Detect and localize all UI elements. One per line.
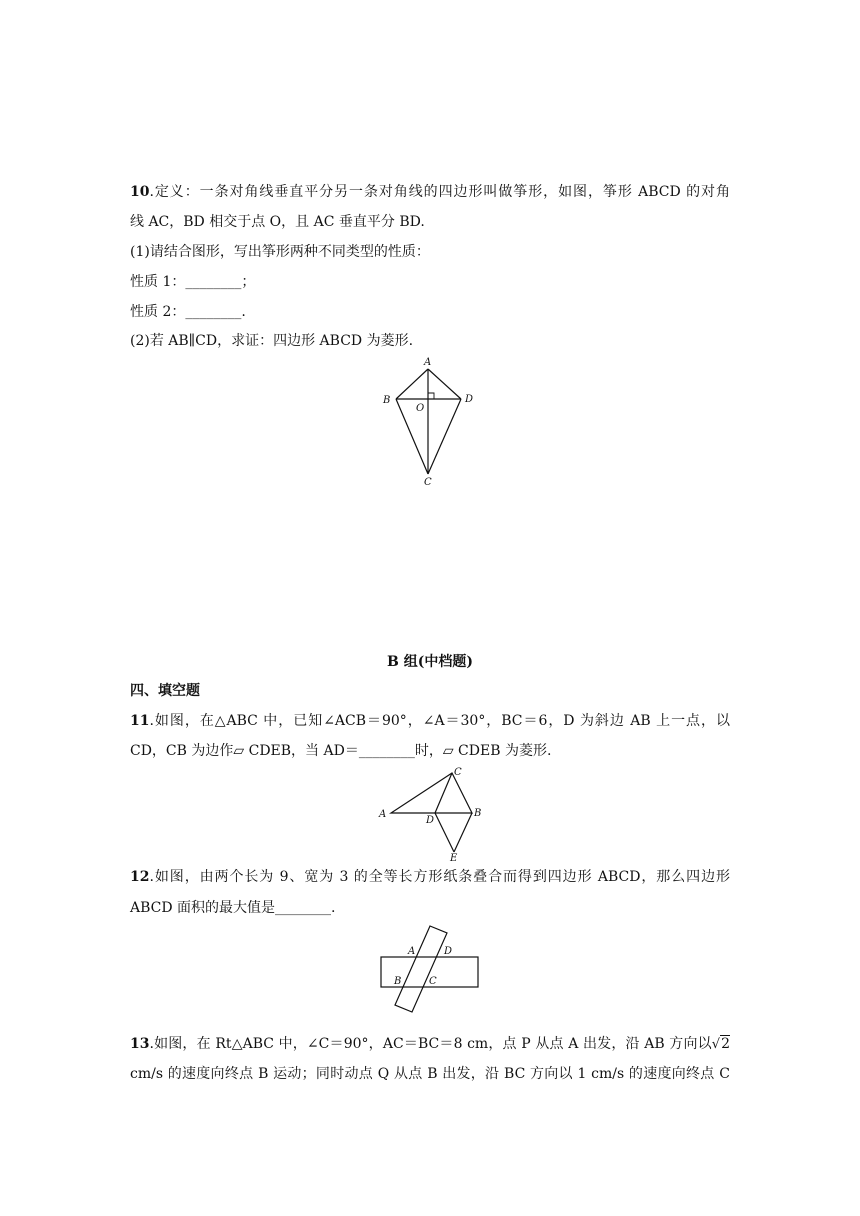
kite-edge-dc (428, 399, 461, 474)
q10-property-2: 性质 2：________. (130, 304, 246, 320)
label-d: D (426, 815, 435, 826)
sqrt-value: 2 (721, 1036, 730, 1052)
label-b: B (394, 976, 402, 987)
segment-de (435, 813, 454, 852)
kite-edge-ab (396, 369, 428, 399)
q10-line-1 (130, 182, 730, 202)
label-e: E (450, 853, 458, 863)
q10-kite-figure (378, 354, 488, 488)
q12-text-1: .如图，由两个长为 9、宽为 3 的全等长方形纸条叠合而得到四边形 ABCD，那么四边形 (149, 869, 730, 885)
q11-number: 11 (130, 713, 150, 729)
slanted-strip (395, 926, 447, 1012)
label-a: A (408, 946, 416, 957)
q12-line-1 (130, 867, 730, 887)
label-d: D (465, 394, 474, 405)
q10-part-1: (1)请结合图形，写出筝形两种不同类型的性质： (130, 244, 430, 260)
q13-number: 13 (130, 1036, 150, 1052)
segment-be (454, 813, 472, 852)
q10-number: 10 (130, 184, 150, 200)
kite-edge-ad (428, 369, 461, 399)
q10-line-2: 线 AC，BD 相交于点 O，且 AC 垂直平分 BD. (130, 214, 425, 230)
label-c: C (454, 767, 462, 778)
label-b: B (474, 808, 482, 819)
label-c: C (424, 477, 432, 488)
label-a: A (379, 809, 387, 820)
subsection-title: 四、填空题 (130, 683, 200, 699)
q13-line-1 (130, 1034, 730, 1055)
q11-line-1 (130, 711, 730, 731)
q10-text-1: .定义：一条对角线垂直平分另一条对角线的四边形叫做筝形，如图，筝形 ABCD 的对角 (149, 184, 730, 200)
q10-part-2: (2)若 AB∥CD，求证：四边形 ABCD 为菱形. (130, 333, 414, 349)
label-a: A (424, 357, 432, 368)
q12-line-2: ABCD 面积的最大值是________. (130, 900, 336, 916)
label-o: O (416, 403, 425, 414)
triangle-abc (391, 773, 472, 813)
label-d: D (444, 946, 453, 957)
q11-figure (374, 763, 494, 863)
q13-text-1: .如图，在 Rt△ABC 中，∠C＝90°，AC＝BC＝8 cm，点 P 从点 A 出发，沿 AB 方向以 (149, 1036, 712, 1052)
q10-property-1: 性质 1：________； (130, 274, 256, 290)
q13-line-2: cm/s 的速度向终点 B 运动；同时动点 Q 从点 B 出发，沿 BC 方向以 1 cm/s 的速度向终点 C (130, 1066, 730, 1082)
label-c: C (429, 976, 437, 987)
q12-strips-figure (378, 924, 482, 1016)
sqrt-expression (712, 1034, 730, 1055)
label-b: B (383, 395, 391, 406)
radical-sign: √ (711, 1037, 721, 1052)
q11-line-2: CD，CB 为边作▱ CDEB，当 AD＝________时，▱ CDEB 为菱形. (130, 743, 552, 759)
q11-text-1: .如图，在△ABC 中，已知∠ACB＝90°，∠A＝30°，BC＝6，D 为斜边 AB 上一点，以 (149, 713, 730, 729)
right-angle-mark (428, 393, 434, 399)
group-title: B 组(中档题) (387, 654, 473, 670)
q12-number: 12 (130, 869, 150, 885)
